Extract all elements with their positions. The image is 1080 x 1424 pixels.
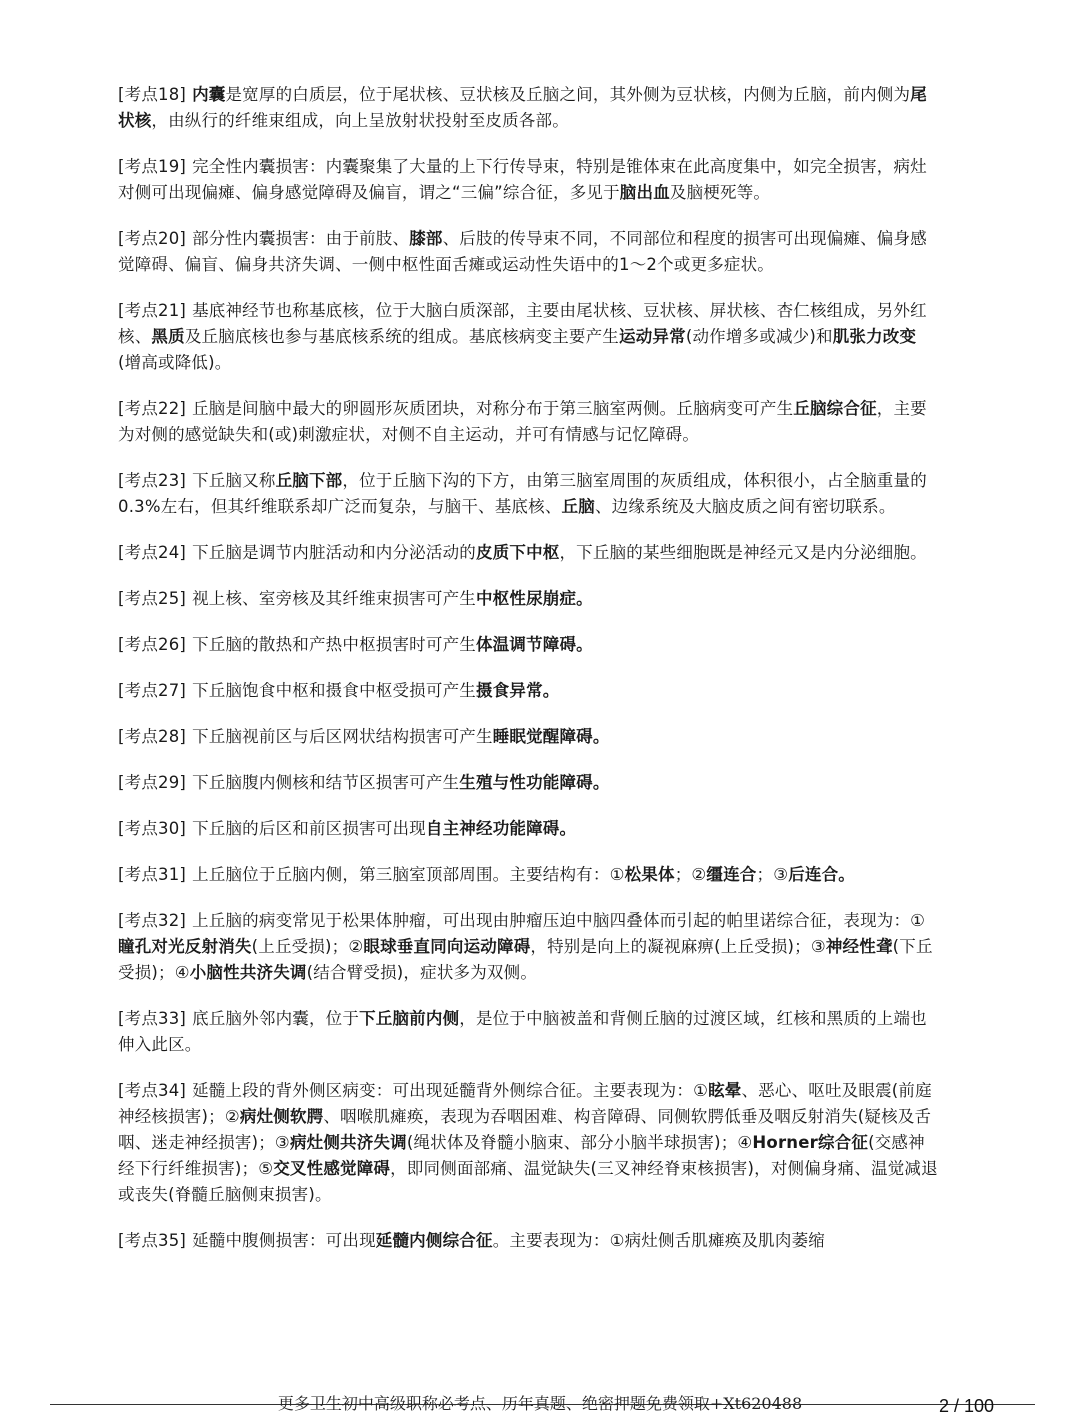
body-text: 下丘脑视前区与后区网状结构损害可产生 [192,727,493,746]
body-text: (增高或降低)。 [118,353,232,372]
bold-keyword: 眼球垂直同向运动障碍 [363,937,531,956]
exam-point-paragraph [118,1228,938,1254]
body-text: 、后肢的传导束不同，不同部位和程度的损害可出现偏瘫、偏身感觉障碍、偏盲、偏身共济失调、一侧中枢性面舌瘫或运动性失语中的1～2个或更多症状。 [118,229,927,274]
bold-keyword: 生殖与性功能障碍。 [459,773,610,792]
exam-point-paragraph [118,908,938,986]
exam-point-paragraph [118,154,938,206]
exam-point-paragraph [118,468,938,520]
exam-point-tag: [考点19] [118,157,187,176]
bold-keyword: 丘脑下部 [275,471,343,490]
body-text: ；② [674,865,707,884]
exam-point-paragraph [118,298,938,376]
bold-keyword: 运动异常 [619,327,686,346]
body-text: ，主要为对侧的感觉缺失和(或)刺激症状，对侧不自主运动，并可有情感与记忆障碍。 [118,399,927,444]
exam-point-paragraph [118,862,938,888]
exam-point-paragraph [118,586,938,612]
bold-keyword: 延髓内侧综合征 [375,1231,493,1250]
bold-keyword: 黑质 [151,327,185,346]
body-text: (下丘受损)；④ [118,937,933,982]
bold-keyword: 后连合。 [788,865,856,884]
exam-point-paragraph [118,816,938,842]
body-text: 是宽厚的白质层，位于尾状核、豆状核及丘脑之间，其外侧为豆状核，内侧为丘脑，前内侧为 [225,85,911,104]
exam-point-tag: [考点35] [118,1231,187,1250]
body-text: 基底神经节也称基底核，位于大脑白质深部，主要由尾状核、豆状核、屏状核、杏仁核组成，另外红核、 [118,301,927,346]
bold-keyword: 睡眠觉醒障碍。 [492,727,610,746]
body-text: 底丘脑外邻内囊，位于 [192,1009,360,1028]
bold-keyword: 体温调节障碍。 [475,635,593,654]
body-text: (交感神经下行纤维损害)；⑤ [118,1133,925,1178]
exam-point-tag: [考点24] [118,543,187,562]
bold-keyword: 交叉性感觉障碍 [273,1159,391,1178]
bold-keyword: 眩晕 [708,1081,742,1100]
body-text: 延髓中腹侧损害：可出现 [192,1231,376,1250]
exam-point-tag: [考点31] [118,865,187,884]
body-text: 视上核、室旁核及其纤维束损害可产生 [192,589,476,608]
bold-keyword: 肌张力改变 [832,327,917,346]
bold-keyword: 病灶侧软腭 [239,1107,324,1126]
bold-keyword: 尾状核 [118,85,927,130]
exam-point-paragraph [118,724,938,750]
bold-keyword: Horner综合征 [752,1133,869,1152]
body-text: (上丘受损)；② [251,937,364,956]
page-number: 2 / 100 [938,1396,994,1416]
body-text: 完全性内囊损害：内囊聚集了大量的上下行传导束，特别是锥体束在此高度集中，如完全损害，病灶对侧可出现偏瘫、偏身感觉障碍及偏盲，谓之“三偏”综合征，多见于 [118,157,927,202]
body-text: 丘脑是间脑中最大的卵圆形灰质团块，对称分布于第三脑室两侧。丘脑病变可产生 [192,399,794,418]
body-text: (结合臂受损)，症状多为双侧。 [306,963,538,982]
footer-watermark-text: 更多卫生初中高级职称必考点、历年真题、绝密押题免费领取+Xt620488 [277,1394,803,1413]
body-text: ，是位于中脑被盖和背侧丘脑的过渡区域，红核和黑质的上端也伸入此区。 [118,1009,927,1054]
bold-keyword: 丘脑 [561,497,595,516]
body-text: (绳状体及脊髓小脑束、部分小脑半球损害)；④ [406,1133,753,1152]
body-text: 及脑梗死等。 [669,183,771,202]
exam-point-tag: [考点23] [118,471,187,490]
exam-point-tag: [考点22] [118,399,187,418]
exam-point-tag: [考点33] [118,1009,187,1028]
exam-point-tag: [考点32] [118,911,187,930]
body-text: 下丘脑的散热和产热中枢损害时可产生 [192,635,476,654]
body-text: 部分性内囊损害：由于前肢、 [192,229,410,248]
body-text: 下丘脑的后区和前区损害可出现 [192,819,426,838]
bold-keyword: 下丘脑前内侧 [359,1009,460,1028]
body-text: ，即同侧面部痛、温觉缺失(三叉神经脊束核损害)，对侧偏身痛、温觉减退或丧失(脊髓丘脑侧束损害)。 [118,1159,938,1204]
exam-point-tag: [考点20] [118,229,187,248]
exam-point-paragraph [118,82,938,134]
bold-keyword: 膝部 [409,229,443,248]
body-text: 延髓上段的背外侧区病变：可出现延髓背外侧综合征。主要表现为：① [192,1081,709,1100]
exam-point-tag: [考点29] [118,773,187,792]
body-text: 、咽喉肌瘫痪，表现为吞咽困难、构音障碍、同侧软腭低垂及咽反射消失(疑核及舌咽、迷走神经损害)；③ [118,1107,932,1152]
bold-keyword: 丘脑综合征 [793,399,877,418]
bold-keyword: 内囊 [192,85,226,104]
exam-point-paragraph [118,632,938,658]
bold-keyword: 摄食异常。 [475,681,560,700]
exam-point-tag: [考点34] [118,1081,187,1100]
body-text: 下丘脑又称 [192,471,276,490]
exam-point-paragraph [118,1006,938,1058]
body-text: ，位于丘脑下沟的下方，由第三脑室周围的灰质组成，体积很小，占全脑重量的0.3%左右，但其纤维联系却广泛而复杂，与脑干、基底核、 [118,471,927,516]
body-text: 、恶心、呕吐及眼震(前庭神经核损害)；② [118,1081,932,1126]
body-text: 上丘脑的病变常见于松果体肿瘤，可出现由肿瘤压迫中脑四叠体而引起的帕里诺综合征，表现为：① [192,911,926,930]
body-text: ，下丘脑的某些细胞既是神经元又是内分泌细胞。 [559,543,927,562]
exam-point-paragraph [118,396,938,448]
bold-keyword: 病灶侧共济失调 [289,1133,407,1152]
exam-point-paragraph [118,770,938,796]
body-text: 下丘脑饱食中枢和摄食中枢受损可产生 [192,681,476,700]
bold-keyword: 皮质下中枢 [475,543,560,562]
exam-point-paragraph [118,540,938,566]
exam-point-tag: [考点27] [118,681,187,700]
bold-keyword: 自主神经功能障碍。 [425,819,577,838]
body-text: (动作增多或减少)和 [685,327,833,346]
exam-point-tag: [考点18] [118,85,187,104]
exam-point-tag: [考点30] [118,819,187,838]
exam-point-tag: [考点26] [118,635,187,654]
bold-keyword: 松果体 [624,865,675,884]
exam-point-tag: [考点21] [118,301,187,320]
exam-point-tag: [考点25] [118,589,187,608]
body-text: ，特别是向上的凝视麻痹(上丘受损)；③ [530,937,826,956]
body-text: 下丘脑是调节内脏活动和内分泌活动的 [192,543,476,562]
bold-keyword: 瞳孔对光反射消失 [118,937,252,956]
body-text: 下丘脑腹内侧核和结节区损害可产生 [192,773,460,792]
exam-point-paragraph [118,226,938,278]
bold-keyword: 中枢性尿崩症。 [475,589,593,608]
exam-point-paragraph [118,1078,938,1208]
bold-keyword: 脑出血 [619,183,670,202]
body-text: ，由纵行的纤维束组成，向上呈放射状投射至皮质各部。 [151,111,569,130]
document-body [118,82,938,1274]
exam-point-paragraph [118,678,938,704]
body-text: 上丘脑位于丘脑内侧，第三脑室顶部周围。主要结构有：① [192,865,625,884]
body-text: 。主要表现为：①病灶侧舌肌瘫痪及肌肉萎缩 [492,1231,825,1250]
bold-keyword: 缰连合 [706,865,757,884]
body-text: 、边缘系统及大脑皮质之间有密切联系。 [594,497,896,516]
exam-point-tag: [考点28] [118,727,187,746]
bold-keyword: 小脑性共济失调 [189,963,307,982]
body-text: 及丘脑底核也参与基底核系统的组成。基底核病变主要产生 [184,327,620,346]
body-text: ；③ [756,865,789,884]
bold-keyword: 神经性聋 [825,937,893,956]
